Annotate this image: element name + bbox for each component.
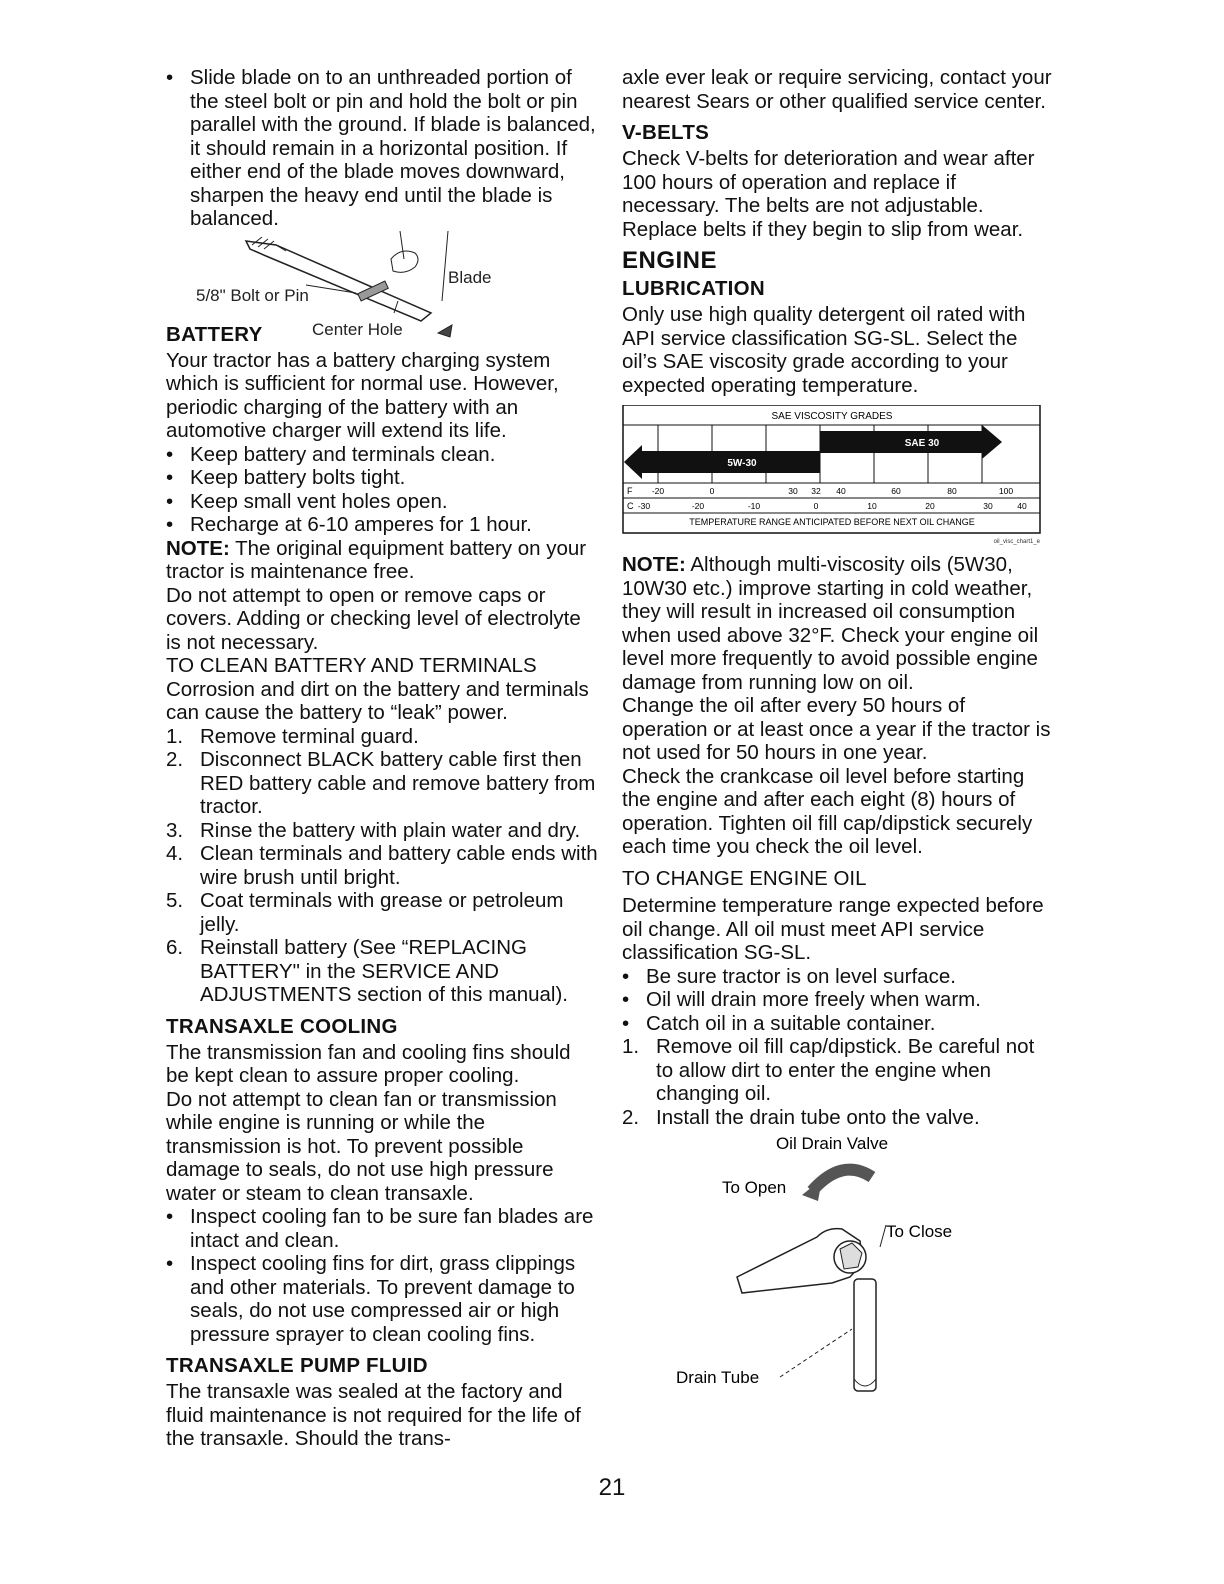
oil-note: NOTE: Although multi-viscosity oils (5W30, 10W30 etc.) improve starting in cold weather, they will result in increased oil consumption when used above 32°F. Check your engine oil level more frequently to avoid possible engine damage from running low on oil.: [622, 553, 1039, 694]
list-item: • Keep small vent holes open.: [166, 489, 448, 513]
transaxle-cooling-para1: The transmission fan and cooling fins should be kept clean to assure proper cooling.: [166, 1040, 571, 1087]
sae30-label: SAE 30: [904, 438, 940, 449]
c-tick: 30: [983, 501, 993, 511]
drain-tube: [854, 1279, 876, 1391]
list-item: 5. Coat terminals with grease or petroleum jelly.: [166, 889, 564, 936]
transaxle-cooling-heading: TRANSAXLE COOLING: [166, 1014, 398, 1038]
transaxle-cooling-para2: Do not attempt to clean fan or transmission while engine is running or while the transmission is hot. To prevent possible damage to seals, do not use high pressure water or steam to clean transaxle.: [166, 1087, 557, 1205]
list-item: • Slide blade on to an unthreaded portion of the steel bolt or pin and hold the bolt or pin parallel with the ground. If blade is balanced, it should remain in a horizontal position. If either end of the blade moves downward, sharpen the heavy end until the blade is balanced.: [166, 66, 596, 230]
c-tick: 0: [813, 501, 819, 511]
chart-title: SAE VISCOSITY GRADES: [771, 411, 893, 422]
list-item: • Be sure tractor is on level surface.: [622, 964, 956, 988]
left-column: [166, 66, 598, 1451]
f-scale-label: F: [627, 486, 633, 496]
pump-fluid-heading: TRANSAXLE PUMP FLUID: [166, 1354, 428, 1377]
c-scale-label: C: [627, 501, 634, 511]
drain-tube-label: Drain Tube: [676, 1368, 760, 1387]
to-open-label: To Open: [722, 1178, 787, 1197]
battery-note: NOTE: The original equipment battery on your tractor is maintenance free.: [166, 536, 587, 583]
c-tick: 40: [1017, 501, 1027, 511]
list-item: • Catch oil in a suitable container.: [622, 1011, 936, 1035]
check-oil-para: Check the crankcase oil level before starting the engine and after each eight (8) hours of operation. Tighten oil fill cap/dipstick securely each time you check the oil level.: [622, 764, 1033, 858]
page-number: 21: [598, 1474, 626, 1501]
clean-battery-intro: Corrosion and dirt on the battery and terminals can cause the battery to “leak” power.: [166, 677, 589, 724]
change-oil-para: Change the oil after every 50 hours of operation or at least once a year if the tractor is not used for 50 hours in one year.: [622, 694, 1051, 764]
engine-heading: ENGINE: [622, 247, 718, 274]
change-engine-oil-heading: TO CHANGE ENGINE OIL: [622, 866, 867, 890]
list-item: 3. Rinse the battery with plain water and dry.: [166, 818, 581, 842]
blade-balance-text: Slide blade on to an unthreaded portion of the steel bolt or pin and hold the bolt or pin parallel with the ground. If blade is balanced, it should remain in a horizontal position. If either end of the blade moves downward, sharpen the heavy end until the blade is balanced.: [190, 66, 596, 230]
lubrication-para: Only use high quality detergent oil rated with API service classification SG-SL. Select the oil’s SAE viscosity grade according to your expected operating temperature.: [622, 303, 1026, 397]
vbelts-para: Check V-belts for deterioration and wear after 100 hours of operation and replace if necessary. The belts are not adjustable. Replace belts if they begin to slip from wear.: [622, 147, 1035, 241]
f-tick: -20: [651, 486, 665, 496]
pump-fluid-para: The transaxle was sealed at the factory and fluid maintenance is not required for the life of the transaxle. Should the trans-: [166, 1380, 581, 1450]
c-tick: -30: [637, 501, 651, 511]
hand-shape: [391, 251, 418, 272]
battery-heading: BATTERY: [166, 322, 263, 346]
list-item: • Oil will drain more freely when warm.: [622, 988, 981, 1011]
lubrication-heading: LUBRICATION: [622, 277, 765, 300]
c-tick: -10: [747, 501, 761, 511]
c-tick: 10: [867, 501, 877, 511]
oil-drain-valve-figure: [622, 1129, 1054, 1394]
continued-para: axle ever leak or require servicing, contact your nearest Sears or other qualified service center.: [622, 66, 1052, 113]
list-item: • Keep battery bolts tight.: [166, 466, 406, 489]
sae30-bar: [820, 431, 982, 453]
list-item: • Inspect cooling fan to be sure fan blades are intact and clean.: [166, 1205, 594, 1252]
f-tick: 40: [836, 486, 846, 496]
f-tick: 100: [998, 486, 1014, 496]
vbelts-heading: V-BELTS: [622, 121, 710, 144]
valve-title: Oil Drain Valve: [775, 1134, 889, 1153]
center-hole-label: Center Hole: [312, 319, 403, 339]
c-tick: -20: [691, 501, 705, 511]
f-tick: 80: [947, 486, 957, 496]
c-tick: 20: [925, 501, 935, 511]
f-tick: 0: [709, 486, 715, 496]
chart-code: oil_visc_chart1_e: [993, 539, 1040, 545]
list-item: 2. Disconnect BLACK battery cable first then RED battery cable and remove battery from tractor.: [166, 748, 596, 818]
list-item: 6. Reinstall battery (See “REPLACING BATTERY" in the SERVICE AND ADJUSTMENTS section of this manual).: [166, 936, 568, 1006]
list-item: 1. Remove terminal guard.: [166, 724, 419, 748]
list-item: 2. Install the drain tube onto the valve.: [622, 1105, 980, 1129]
blade-figure: [166, 231, 598, 341]
list-item: • Keep battery and terminals clean.: [166, 442, 496, 466]
blade-label: Blade: [448, 267, 492, 287]
right-column: [622, 66, 1054, 1394]
f-tick: 60: [891, 486, 901, 496]
battery-para: Do not attempt to open or remove caps or covers. Adding or checking level of electrolyte is not necessary.: [166, 583, 581, 654]
to-close-label: To Close: [886, 1222, 953, 1241]
chart-footer: TEMPERATURE RANGE ANTICIPATED BEFORE NEXT OIL CHANGE: [689, 517, 975, 527]
5w30-label: 5W-30: [727, 458, 757, 469]
f-tick: 32: [811, 486, 821, 496]
list-item: 4. Clean terminals and battery cable ends with wire brush until bright.: [166, 842, 598, 889]
clean-battery-heading: TO CLEAN BATTERY AND TERMINALS: [166, 654, 537, 677]
bolt-label: 5/8" Bolt or Pin: [196, 285, 309, 305]
list-item: • Recharge at 6-10 amperes for 1 hour.: [166, 513, 532, 536]
change-engine-oil-para: Determine temperature range expected before oil change. All oil must meet API service classification SG-SL.: [622, 894, 1044, 964]
list-item: 1. Remove oil fill cap/dipstick. Be careful not to allow dirt to enter the engine when changing oil.: [622, 1035, 1035, 1105]
viscosity-chart: [622, 405, 1054, 555]
battery-intro: Your tractor has a battery charging system which is sufficient for normal use. However, periodic charging of the battery with an automotive charger will extend its life.: [166, 348, 559, 442]
list-item: • Inspect cooling fins for dirt, grass clippings and other materials. To prevent damage to seals, do not use compressed air or high pressure sprayer to clean cooling fins.: [166, 1252, 576, 1346]
f-tick: 30: [788, 486, 798, 496]
